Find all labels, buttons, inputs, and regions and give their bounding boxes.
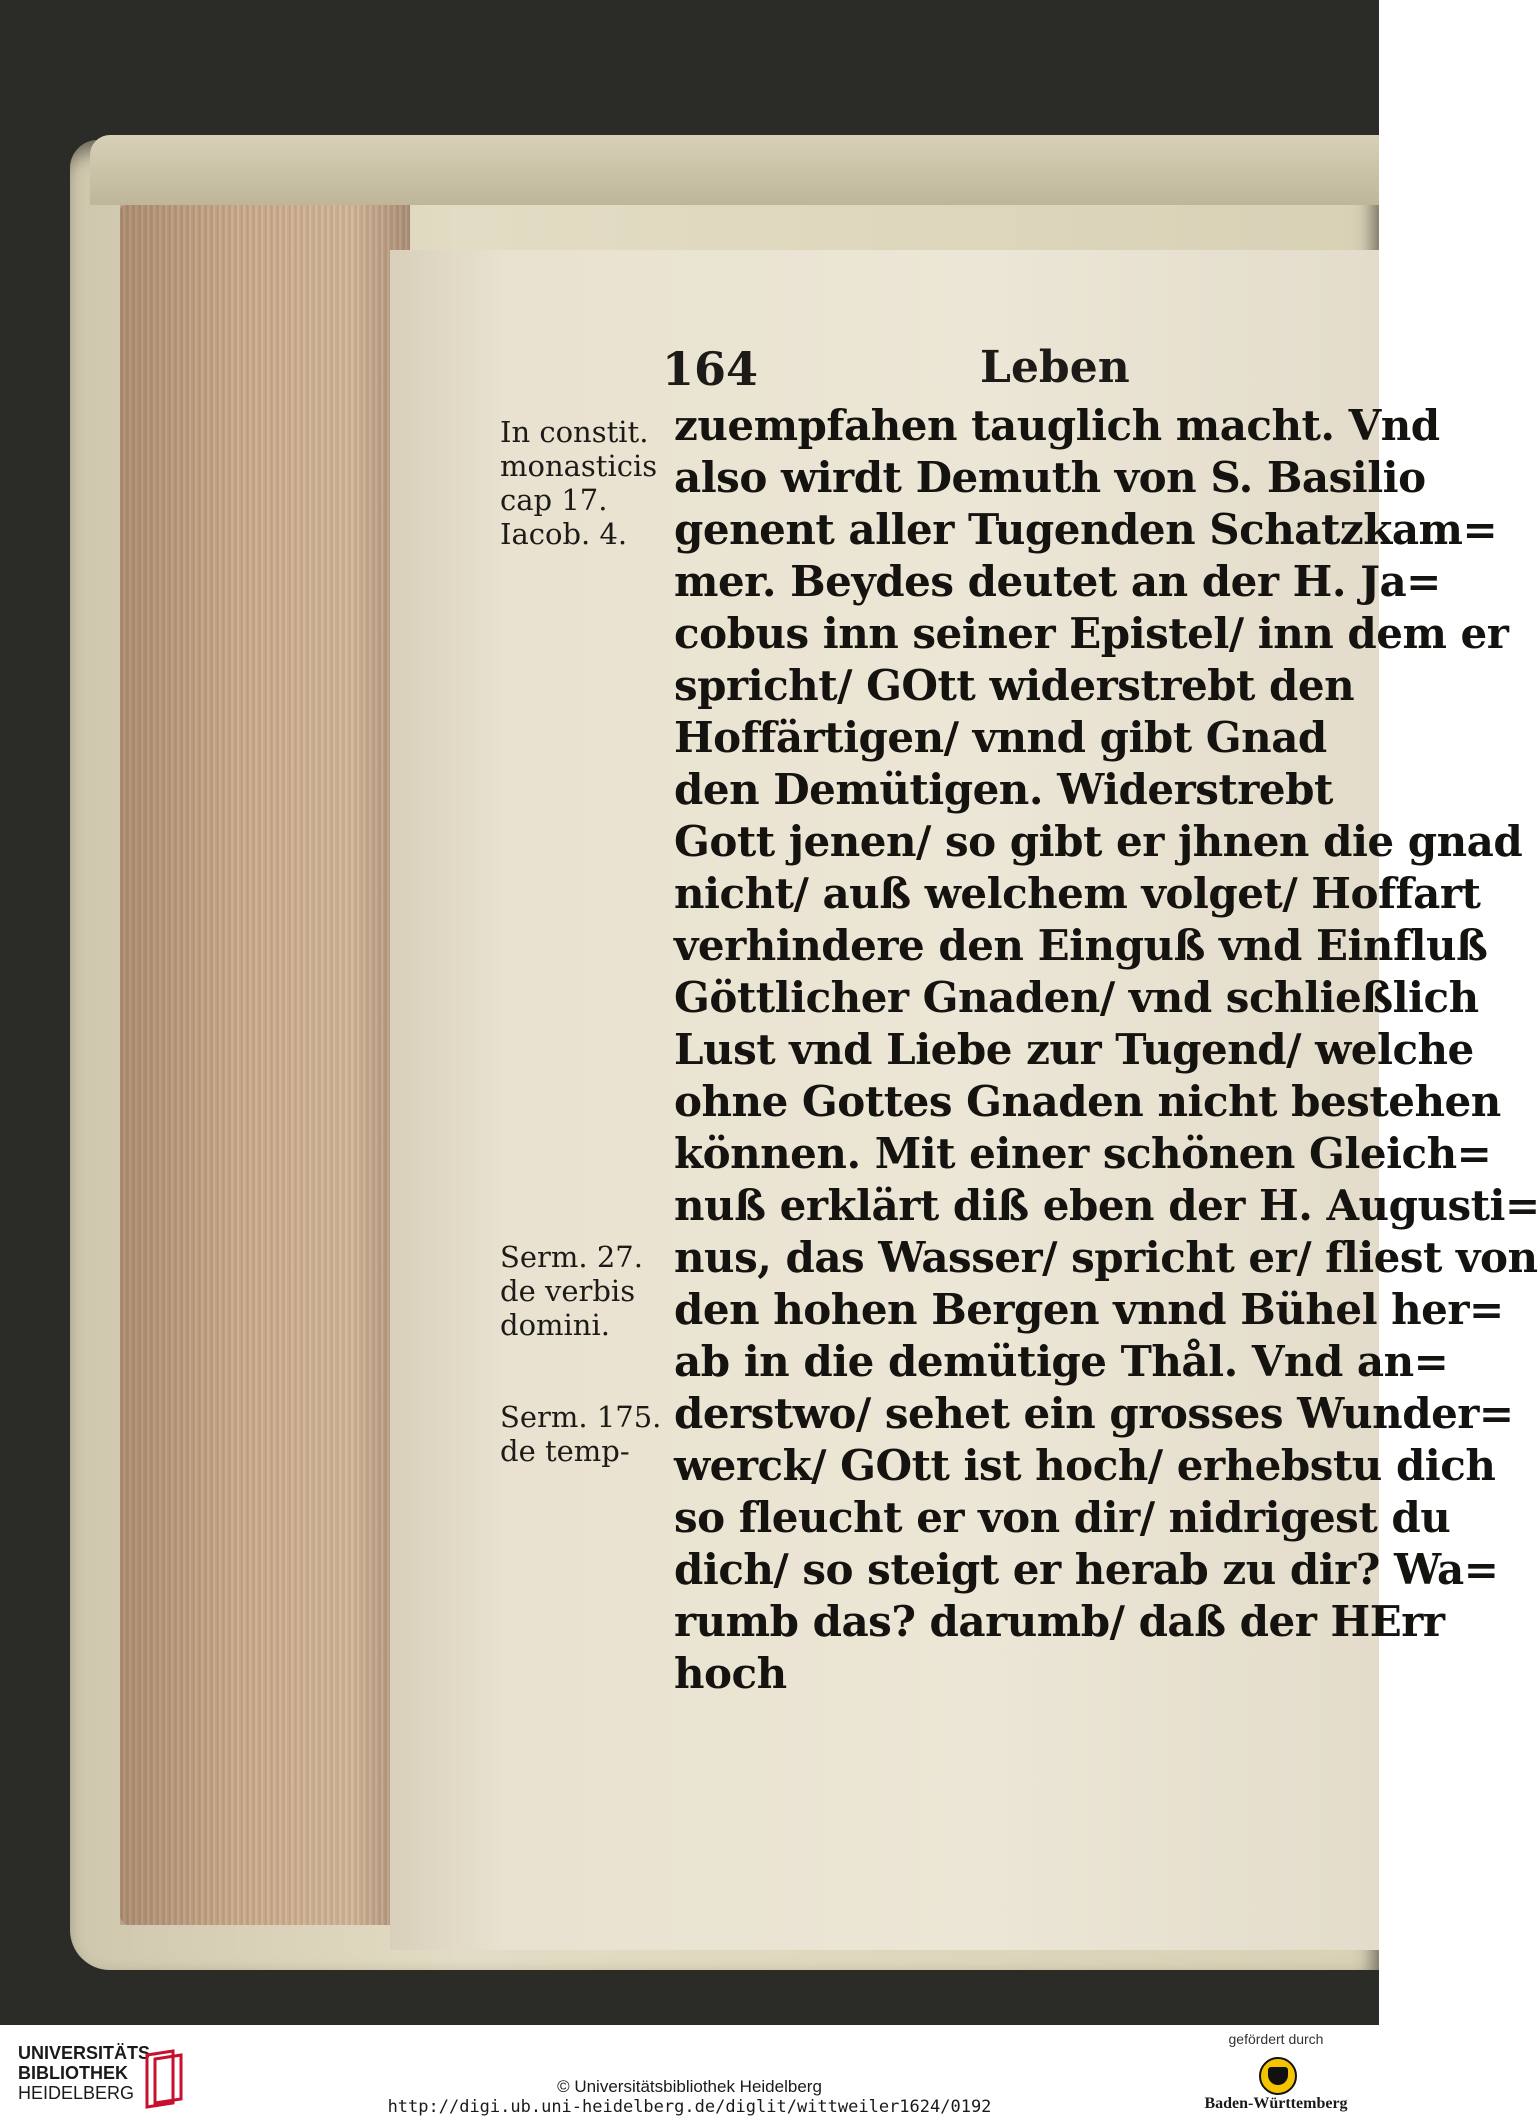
text-line: nus, das Wasser/ spricht er/ fliest von (674, 1233, 1538, 1282)
text-line: verhindere den Einguß vnd Einfluß (674, 921, 1488, 970)
margin-note-line: In constit. (500, 415, 649, 449)
copyright-notice: © Universitätsbibliothek Heidelberg (557, 2077, 822, 2096)
library-name-line: UNIVERSITÄTS- (18, 2043, 157, 2063)
page-number: 164 (662, 342, 759, 396)
margin-note-line: de verbis (500, 1274, 636, 1308)
text-line: zuempfahen tauglich macht. Vnd (674, 401, 1440, 450)
funding-block (1201, 2031, 1351, 2113)
text-line: derstwo/ sehet ein grosses Wunder= (674, 1389, 1514, 1438)
margin-note-line: Iacob. 4. (500, 517, 628, 551)
running-head: Leben (980, 342, 1130, 393)
permalink-url[interactable]: http://digi.ub.uni-heidelberg.de/diglit/wittweiler1624/0192 (387, 2097, 992, 2117)
margin-note-serm-27 (500, 1240, 643, 1342)
text-line: ab in die demütige Thål. Vnd an= (674, 1337, 1449, 1386)
margin-note-line: Serm. 27. (500, 1240, 643, 1274)
text-line: Lust vnd Liebe zur Tugend/ welche (674, 1025, 1474, 1074)
margin-note-serm-175 (500, 1400, 661, 1468)
text-line: ohne Gottes Gnaden nicht bestehen (674, 1077, 1501, 1126)
margin-note-line: cap 17. (500, 483, 608, 517)
text-line: den Demütigen. Widerstrebt (674, 765, 1333, 814)
margin-note-line: domini. (500, 1308, 610, 1342)
text-line: nuß erklärt diß eben der H. Augusti= (674, 1181, 1540, 1230)
text-line: hoch (674, 1649, 787, 1698)
text-line: Göttlicher Gnaden/ vnd schließlich (674, 973, 1479, 1022)
library-name-line: BIBLIOTHEK (18, 2063, 128, 2083)
margin-note-line: de temp- (500, 1434, 630, 1468)
text-line: dich/ so steigt er herab zu dir? Wa= (674, 1545, 1499, 1594)
text-line: so fleucht er von dir/ nidrigest du (674, 1493, 1451, 1542)
text-line: Gott jenen/ so gibt er jhnen die gnad (674, 817, 1523, 866)
margin-note-line: monasticis (500, 449, 658, 483)
text-line: Hoffärtigen/ vnnd gibt Gnad (674, 713, 1327, 762)
book-cover-top (90, 135, 1379, 205)
text-line: spricht/ GOtt widerstrebt den (674, 661, 1355, 710)
funding-name[interactable]: Baden-Württemberg (1204, 2095, 1348, 2112)
text-line: können. Mit einer schönen Gleich= (674, 1129, 1492, 1178)
text-line: cobus inn seiner Epistel/ inn dem er (674, 609, 1509, 658)
body-text (674, 400, 1540, 1700)
baden-wuerttemberg-crest-icon (1259, 2057, 1297, 2095)
text-line: werck/ GOtt ist hoch/ erhebstu dich (674, 1441, 1496, 1490)
footer (0, 2025, 1379, 2123)
text-line: nicht/ auß welchem volget/ Hoffart (674, 869, 1481, 918)
text-line: rumb das? darumb/ daß der HErr (674, 1597, 1445, 1646)
library-name-line: HEIDELBERG (18, 2083, 135, 2103)
page-fore-edge (120, 205, 410, 1925)
text-line: genent aller Tugenden Schatzkam= (674, 505, 1498, 554)
printed-page (390, 250, 1540, 1950)
funding-label: gefördert durch (1228, 2031, 1324, 2047)
text-line: also wirdt Demuth von S. Basilio (674, 453, 1426, 502)
text-line: den hohen Bergen vnnd Bühel her= (674, 1285, 1504, 1334)
margin-note-line: Serm. 175. (500, 1400, 662, 1434)
margin-note-constit (500, 415, 657, 551)
text-line: mer. Beydes deutet an der H. Ja= (674, 557, 1441, 606)
